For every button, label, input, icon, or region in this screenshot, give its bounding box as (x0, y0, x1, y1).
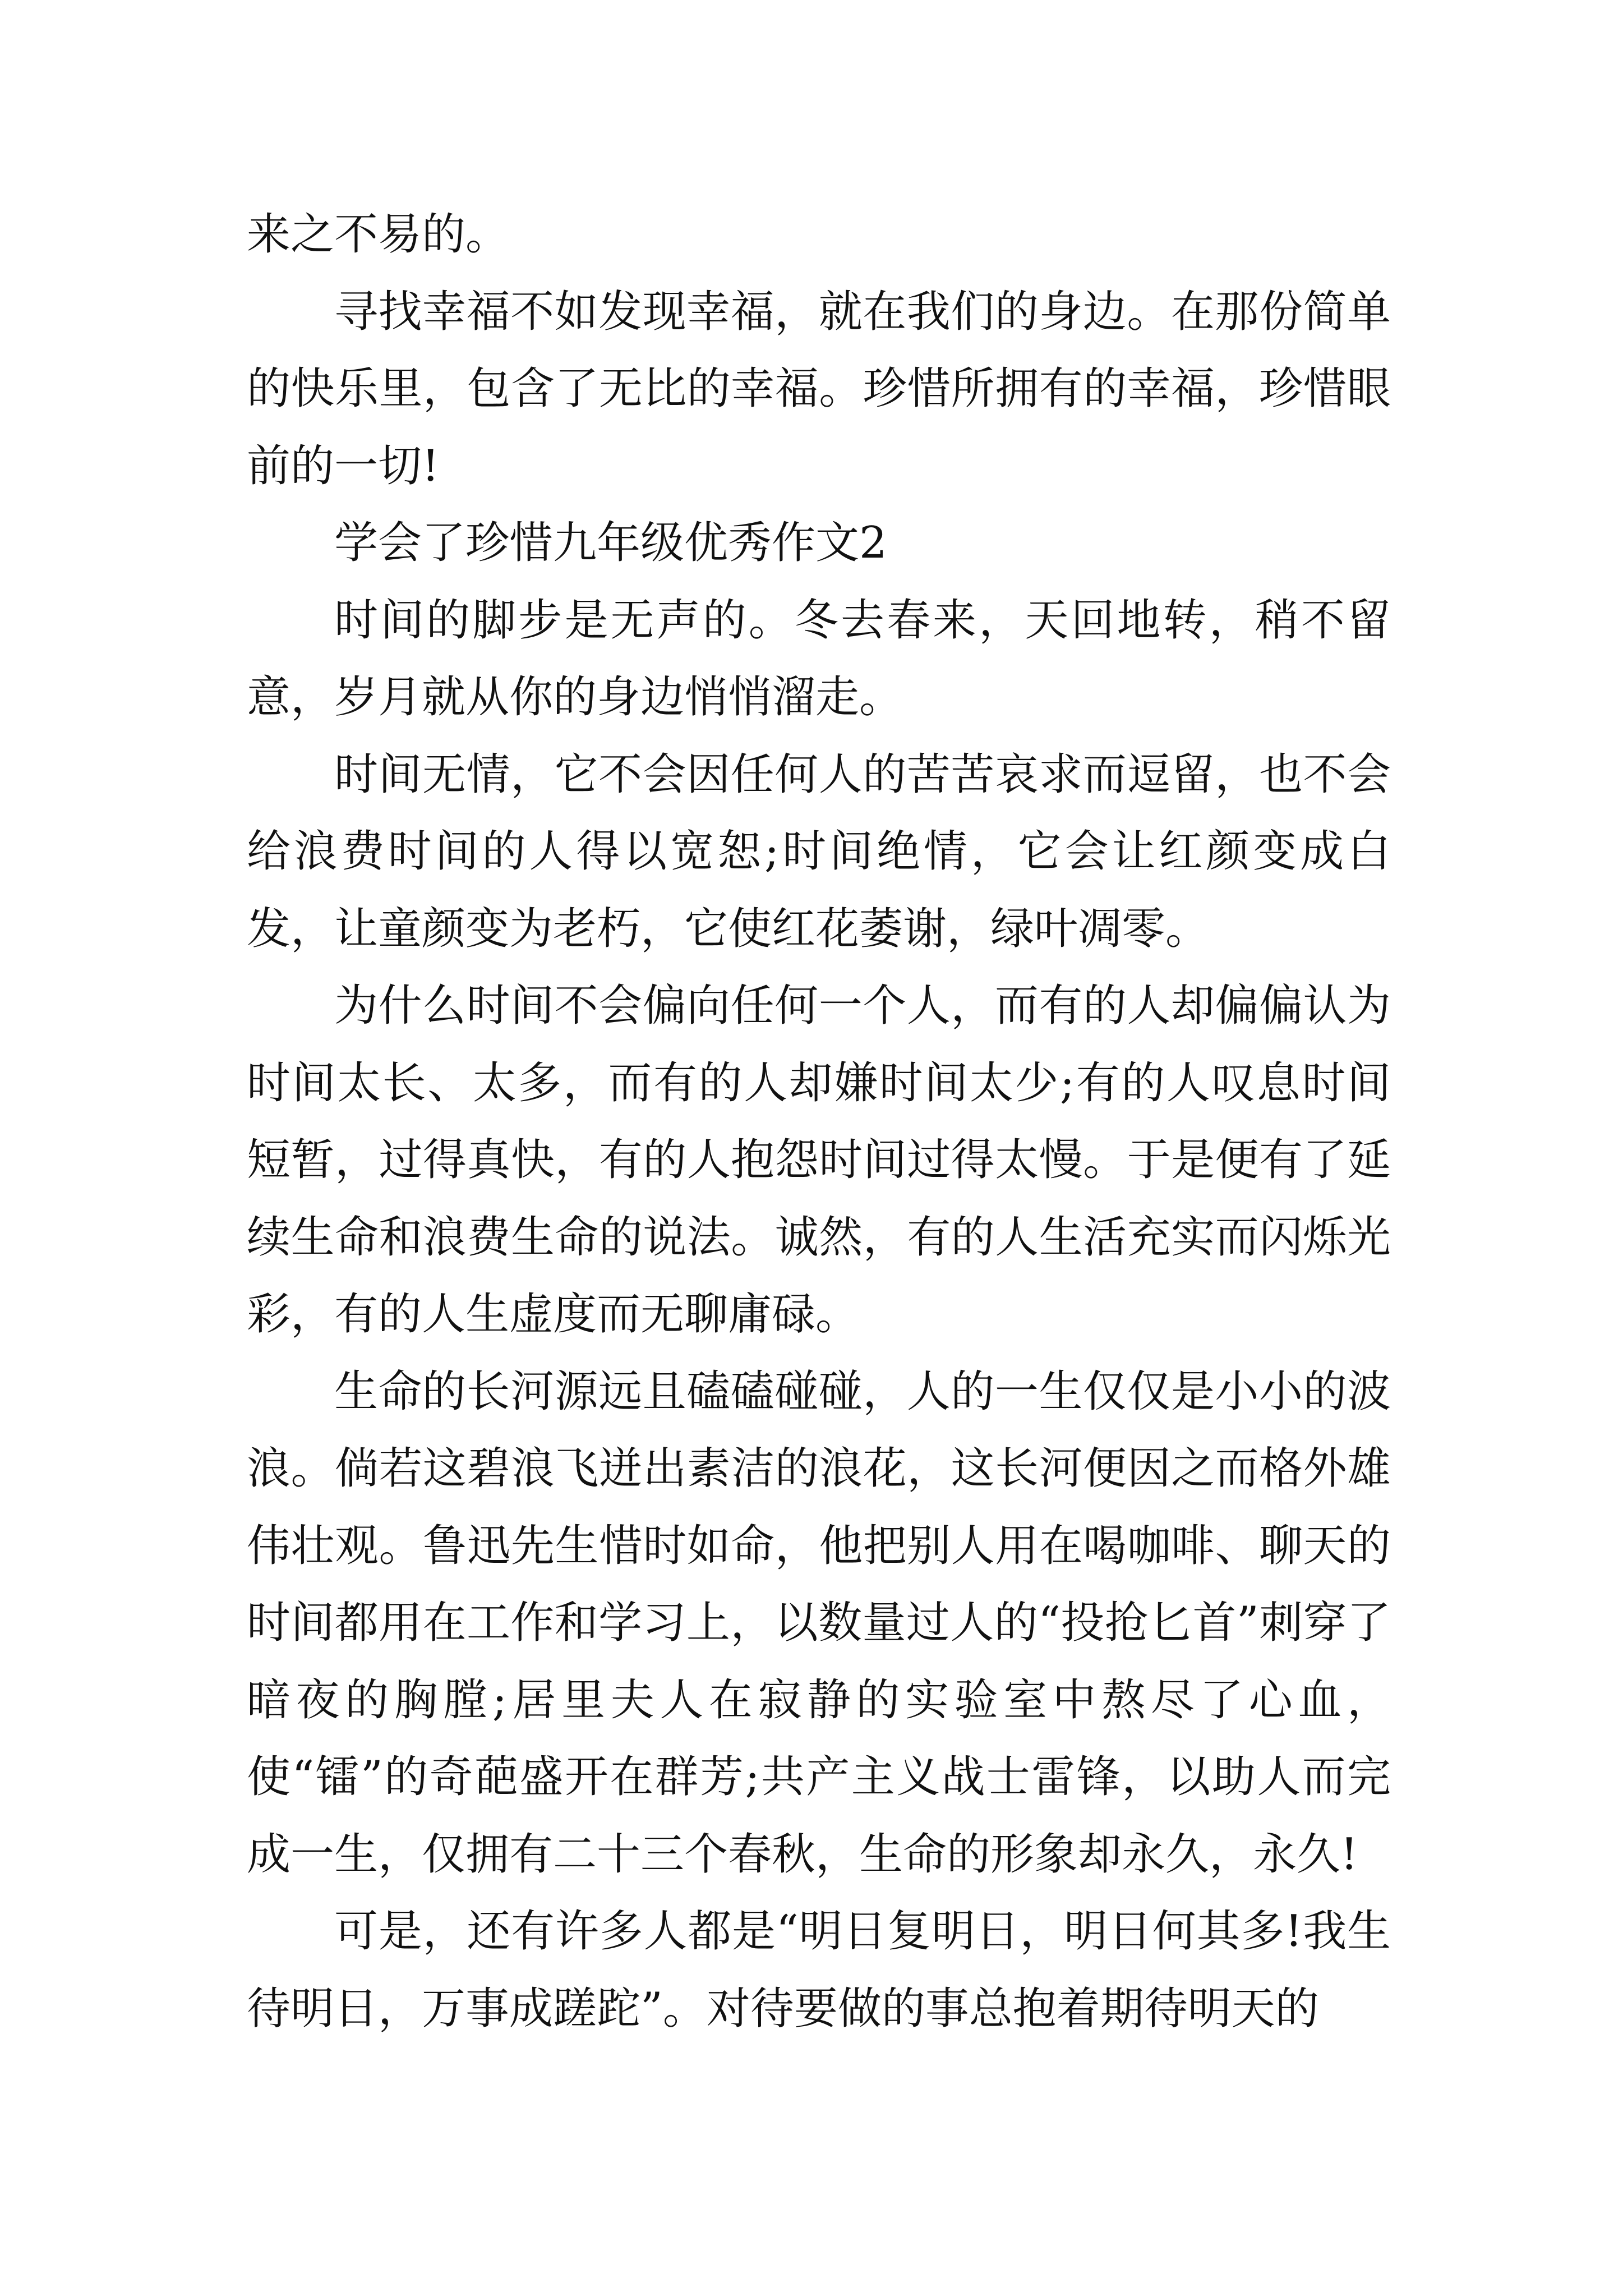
paragraph-happiness: 寻找幸福不如发现幸福，就在我们的身边。在那份简单的快乐里，包含了无比的幸福。珍惜所拥有的幸福，珍惜眼前的一切! (247, 286, 1391, 491)
paragraph-river-of-life: 生命的长河源远且磕磕碰碰，人的一生仅仅是小小的波浪。倘若这碧浪飞迸出素洁的浪花，这长河便因之而格外雄伟壮观。鲁迅先生惜时如命，他把别人用在喝咖啡、聊天的时间都用在工作和学习上，以数量过人的“投抢匕首”刺穿了暗夜的胸膛;居里夫人在寂静的实验室中熬尽了心血，使“镭”的奇葩盛开在群芳;共产主义战士雷锋，以助人而完成一生，仅拥有二十三个春秋，生命的形象却永久，永久! (247, 1366, 1391, 1880)
paragraph-time-silent: 时间的脚步是无声的。冬去春来，天回地转，稍不留意，岁月就从你的身边悄悄溜走。 (247, 595, 1391, 723)
paragraph-time-ruthless: 时间无情，它不会因任何人的苦苦哀求而逗留，也不会给浪费时间的人得以宽恕;时间绝情，它会让红颜变成白发，让童颜变为老朽，它使红花萎谢，绿叶凋零。 (247, 749, 1391, 954)
document-body (247, 196, 1391, 2047)
essay-title: 学会了珍惜九年级优秀作文2 (334, 518, 887, 568)
paragraph-continuation: 来之不易的。 (247, 209, 510, 260)
paragraph-tomorrow: 可是，还有许多人都是“明日复明日，明日何其多!我生待明日，万事成蹉跎”。对待要做的事总抱着期待明天的 (247, 1906, 1391, 2034)
paragraph-why-time: 为什么时间不会偏向任何一个人，而有的人却偏偏认为时间太长、太多，而有的人却嫌时间太少;有的人叹息时间短暂，过得真快，有的人抱怨时间过得太慢。于是便有了延续生命和浪费生命的说法。诚然，有的人生活充实而闪烁光彩，有的人生虚度而无聊庸碌。 (247, 981, 1391, 1340)
